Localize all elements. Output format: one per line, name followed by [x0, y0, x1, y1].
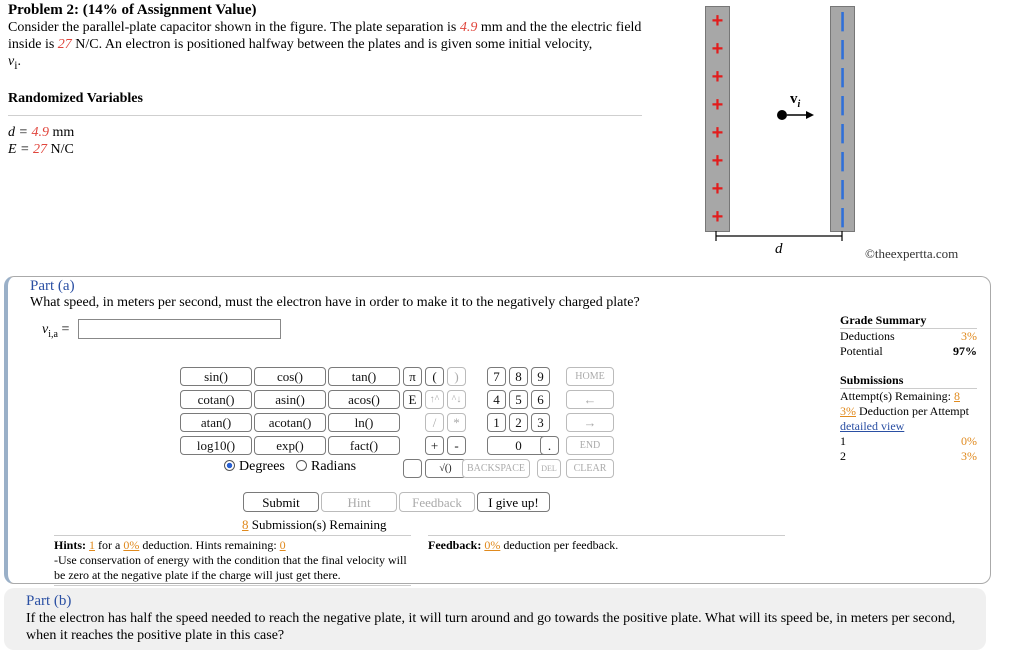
digit-4-button[interactable]: 4	[487, 390, 506, 409]
radians-radio[interactable]: Radians	[296, 459, 356, 475]
figure-annotations	[700, 80, 860, 255]
electron-dot	[777, 110, 787, 120]
hint-button[interactable]: Hint	[321, 492, 397, 512]
give-up-button[interactable]: I give up!	[477, 492, 550, 512]
part-b-question: If the electron has half the speed needed to reach the negative plate, it will turn around and go towards the positive plate. What will its speed be, in meters per second, when it reaches the positive plate in this case?	[26, 611, 956, 643]
problem-text	[8, 19, 648, 74]
plus-icon: +	[711, 66, 724, 88]
minus-icon: |	[839, 10, 846, 32]
minus-icon: |	[839, 150, 846, 172]
grade-summary-title: Grade Summary	[840, 313, 977, 329]
delete-button[interactable]: DEL	[537, 459, 561, 478]
plus-icon: +	[711, 150, 724, 172]
problem-vi-sub: i	[14, 58, 18, 72]
digit-5-button[interactable]: 5	[509, 390, 528, 409]
velocity-arrowhead	[806, 111, 814, 119]
randomized-divider	[8, 115, 642, 116]
sqrt-button[interactable]: √()	[425, 459, 466, 478]
left-arrow-button[interactable]: ←	[566, 390, 614, 409]
plus-icon: +	[711, 122, 724, 144]
digit-9-button[interactable]: 9	[531, 367, 550, 386]
plus-icon: +	[711, 178, 724, 200]
deductions-value: 3%	[961, 329, 977, 343]
problem-E-value: 27	[57, 37, 72, 52]
problem-text-3: N/C. An electron is positioned halfway between the plates and is given some initial velocity,	[71, 37, 593, 52]
submissions-remaining: 8 Submission(s) Remaining	[242, 517, 387, 532]
part-a-title: Part (a)	[30, 278, 75, 294]
submit-button[interactable]: Submit	[243, 492, 319, 512]
digit-0-button[interactable]: 0	[487, 436, 550, 455]
randomized-variables-title: Randomized Variables	[8, 91, 143, 106]
dot-button[interactable]: .	[540, 436, 559, 455]
feedback-pct: 0%	[484, 538, 501, 552]
answer-label: $v_{i,a}$ =	[42, 322, 70, 340]
randomized-E	[8, 142, 74, 158]
problem-title: Problem 2: (14% of Assignment Value)	[8, 2, 257, 18]
divide-button[interactable]: /	[425, 413, 444, 432]
digit-8-button[interactable]: 8	[509, 367, 528, 386]
superscript-down-button[interactable]: ^↓	[447, 390, 466, 409]
problem-text-4: .	[17, 54, 21, 69]
digit-6-button[interactable]: 6	[531, 390, 550, 409]
part-a-question: What speed, in meters per second, must the electron have in order to make it to the negatively charged plate?	[30, 295, 640, 310]
problem-vi-symbol: v	[8, 54, 15, 69]
rv-E-label: E =	[8, 142, 33, 157]
digit-1-button[interactable]: 1	[487, 413, 506, 432]
cos-button[interactable]: cos()	[254, 367, 326, 386]
rv-d-unit: mm	[48, 125, 75, 140]
detailed-view-link[interactable]: detailed view	[840, 419, 905, 433]
right-arrow-button[interactable]: →	[566, 413, 614, 432]
submission-row: 2 3%	[840, 449, 977, 463]
log10-button[interactable]: log10()	[180, 436, 252, 455]
submissions-title: Submissions	[840, 373, 977, 389]
randomized-d	[8, 125, 74, 141]
hints-block: Hints: 1 for a 0% deduction. Hints remaining: 0 -Use conservation of energy with the condition that the final velocity will be zero at the negative plate if the charge will just get there.	[54, 535, 411, 586]
figure-d-label: d	[775, 241, 783, 257]
rv-E-value: 27	[33, 142, 47, 157]
right-paren-button[interactable]: )	[447, 367, 466, 386]
pi-button[interactable]: π	[403, 367, 422, 386]
tan-button[interactable]: tan()	[328, 367, 400, 386]
radio-unselected-icon	[296, 460, 307, 471]
feedback-block: Feedback: 0% deduction per feedback.	[428, 535, 785, 553]
problem-d-value: 4.9	[459, 20, 478, 35]
minus-button[interactable]: -	[447, 436, 466, 455]
plus-icon: +	[711, 206, 724, 228]
minus-icon: |	[839, 122, 846, 144]
degrees-radio[interactable]: Degrees	[224, 459, 285, 475]
plus-icon: +	[711, 94, 724, 116]
digit-3-button[interactable]: 3	[531, 413, 550, 432]
end-button[interactable]: END	[566, 436, 614, 455]
home-button[interactable]: HOME	[566, 367, 614, 386]
exp-button[interactable]: exp()	[254, 436, 326, 455]
rv-E-unit: N/C	[47, 142, 74, 157]
asin-button[interactable]: asin()	[254, 390, 326, 409]
grade-summary: Grade Summary Deductions 3% Potential 97%	[840, 313, 977, 358]
backspace-button[interactable]: BACKSPACE	[462, 459, 530, 478]
minus-icon: |	[839, 206, 846, 228]
plus-button[interactable]: +	[425, 436, 444, 455]
part-b-title: Part (b)	[26, 593, 72, 609]
submissions-panel: Submissions Attempt(s) Remaining: 8 3% Deduction per Attempt detailed view 1 0% 2 3%	[840, 373, 977, 463]
digit-7-button[interactable]: 7	[487, 367, 506, 386]
blank-button[interactable]	[403, 459, 422, 478]
potential-value: 97%	[953, 344, 977, 358]
clear-button[interactable]: CLEAR	[566, 459, 614, 478]
atan-button[interactable]: atan()	[180, 413, 252, 432]
figure-vi-label: $v_i$	[790, 91, 801, 110]
problem-text-2: mm and the the electric field inside is	[8, 20, 642, 52]
radio-selected-icon	[224, 460, 235, 471]
minus-icon: |	[839, 178, 846, 200]
hints-count: 1	[89, 538, 96, 552]
acotan-button[interactable]: acotan()	[254, 413, 326, 432]
sin-button[interactable]: sin()	[180, 367, 252, 386]
answer-input[interactable]	[78, 319, 281, 339]
problem-text-1: Consider the parallel-plate capacitor shown in the figure. The plate separation is	[8, 20, 460, 35]
plus-icon: +	[711, 38, 724, 60]
hint-text: -Use conservation of energy with the condition that the final velocity will be zero at the negative plate if the charge will just get there.	[54, 553, 407, 582]
cotan-button[interactable]: cotan()	[180, 390, 252, 409]
ln-button[interactable]: ln()	[328, 413, 400, 432]
e-button[interactable]: E	[403, 390, 422, 409]
hints-remaining: 0	[279, 538, 286, 552]
rv-d-value: 4.9	[31, 125, 49, 140]
fact-button[interactable]: fact()	[328, 436, 400, 455]
hints-pct: 0%	[123, 538, 140, 552]
multiply-button[interactable]: *	[447, 413, 466, 432]
feedback-button[interactable]: Feedback	[399, 492, 475, 512]
minus-icon: |	[839, 38, 846, 60]
plus-icon: +	[711, 10, 724, 32]
minus-icon: |	[839, 94, 846, 116]
left-paren-button[interactable]: (	[425, 367, 444, 386]
figure-copyright: ©theexpertta.com	[865, 246, 959, 261]
acos-button[interactable]: acos()	[328, 390, 400, 409]
superscript-up-button[interactable]: ↑^	[425, 390, 444, 409]
rv-d-label: d =	[8, 125, 32, 140]
digit-2-button[interactable]: 2	[509, 413, 528, 432]
submission-row: 1 0%	[840, 434, 977, 448]
minus-icon: |	[839, 66, 846, 88]
